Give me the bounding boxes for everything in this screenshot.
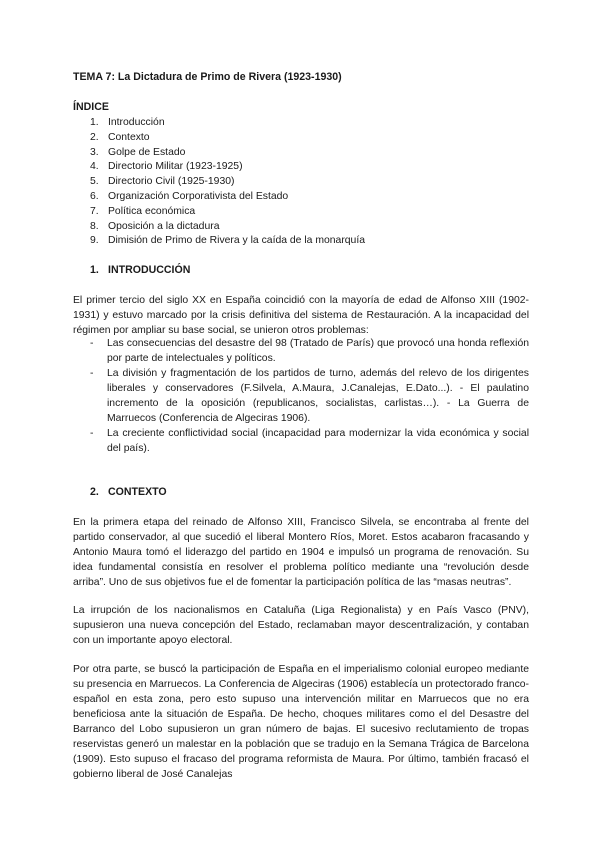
context-paragraph-2: La irrupción de los nacionalismos en Cataluña (Liga Regionalista) y en País Vasco (PNV), supusieron una nueva concepción del Estado, reclamaban mayor descentralización, y contaban con un importante apoyo electoral. (73, 605, 529, 646)
toc-item: 5. Directorio Civil (1925-1930) (90, 176, 235, 188)
dash-bullet: - (90, 428, 94, 439)
section-heading-introduccion: 1. INTRODUCCIÓN (90, 264, 191, 276)
list-item: - La división y fragmentación de los partidos de turno, además del relevo de los dirigentes liberales y conservadores (F.Silvela, A.Maura, J.Canalejas, E.Dato...). - El paulatino incremento de la oposición (republicanos, socialistas, carlistas…). - La Guerra de Marruecos (Conferencia de Algeciras 1906). (90, 368, 529, 424)
list-item: - Las consecuencias del desastre del 98 (Tratado de París) que provocó una honda reflexión por parte de intelectuales y políticos. (90, 338, 529, 364)
context-paragraph-1: En la primera etapa del reinado de Alfonso XIII, Francisco Silvela, se encontraba al frente del partido conservador, al que sucedió el liberal Montero Ríos, Moret. Estos acabaron fracasando y Antonio Maura tomó el liderazgo del partido en 1904 e impulsó un programa de renovación. Su idea fundamental consistía en resolver el problema político mediante una “revolución desde arriba”. Uno de sus objetivos fue el de fomentar la participación política de las “masas neutras”. (73, 517, 529, 588)
toc-item: 2. Contexto (90, 131, 150, 143)
toc-item: 8. Oposición a la dictadura (90, 220, 220, 232)
toc-item: 1. Introducción (90, 117, 165, 128)
document-title: TEMA 7: La Dictadura de Primo de Rivera (1923-1930) (73, 71, 342, 83)
dash-bullet: - (90, 338, 94, 349)
table-of-contents (90, 115, 365, 248)
toc-item: 6. Organización Corporativista del Estado (90, 190, 289, 202)
toc-item: 9. Dimisión de Primo de Rivera y la caída de la monarquía (90, 235, 366, 247)
list-item: - La creciente conflictividad social (incapacidad para modernizar la vida económica y social del país). (90, 428, 529, 454)
toc-item: 4. Directorio Militar (1923-1925) (90, 161, 243, 173)
section-heading-contexto: 2. CONTEXTO (90, 486, 167, 498)
intro-paragraph: El primer tercio del siglo XX en España coincidió con la mayoría de edad de Alfonso XIII (1902- 1931) y estuvo marcado por la crisis definitiva del sistema de Restauración. A la incapacidad del régimen por ampliar su base social, se unieron otros problemas: (73, 295, 529, 336)
problems-list (90, 336, 529, 456)
index-heading: ÍNDICE (73, 101, 109, 113)
toc-item: 7. Política económica (90, 205, 196, 217)
dash-bullet: - (90, 368, 94, 379)
context-paragraph-3: Por otra parte, se buscó la participación de España en el imperialismo colonial europeo mediante su presencia en Marruecos. La Conferencia de Algeciras (1906) establecía un protectorado franco-español en esta zona, pero esto supuso una intervención militar en Marruecos que no era beneficiosa ante la situación de España. De hecho, choques militares como el del Desastre del Barranco del Lobo supusieron un gran número de bajas. El sucesivo reclutamiento de tropas reservistas generó un malestar en la población que se tradujo en la Semana Trágica de Barcelona (1909). Esto supuso el fracaso del programa reformista de Maura. Por último, también fracasó el gobierno liberal de José Canalejas (73, 664, 529, 780)
toc-item: 3. Golpe de Estado (90, 146, 186, 158)
